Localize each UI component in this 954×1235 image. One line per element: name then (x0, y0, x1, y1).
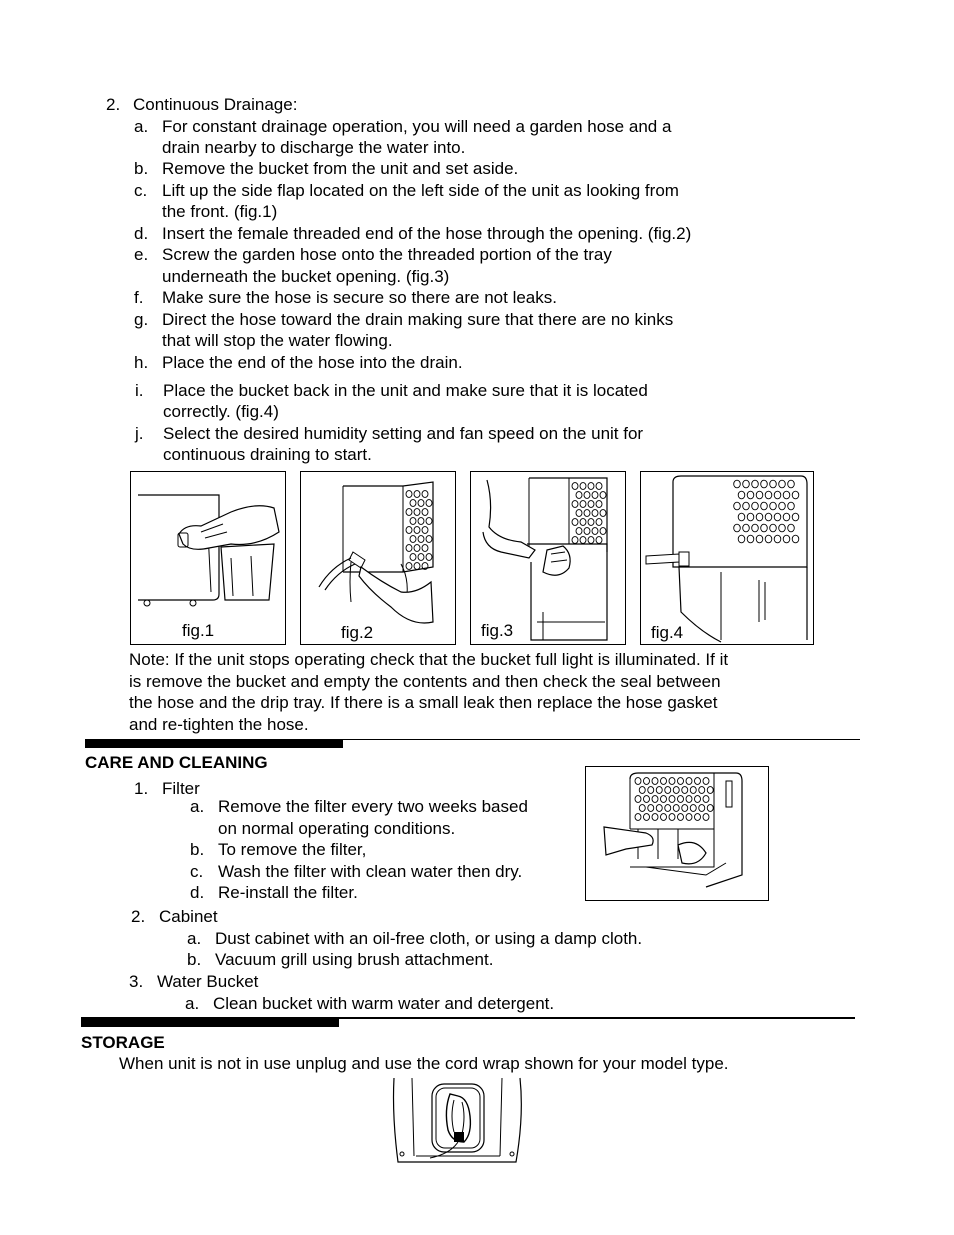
grill-hole (644, 796, 650, 803)
grill-hole (792, 513, 799, 521)
grill-hole (738, 491, 745, 499)
list-item-text: Lift up the side flap located on the left side of the unit as looking from (162, 181, 679, 200)
grill-hole (635, 796, 641, 803)
grill-hole (588, 483, 594, 490)
list-item-text: To remove the filter, (218, 840, 367, 859)
figure-caption: fig.2 (341, 623, 374, 642)
grill-hole (761, 524, 768, 532)
grill-hole (572, 537, 578, 544)
grill-hole (678, 796, 684, 803)
grill-hole (752, 524, 759, 532)
list-marker: c. (134, 181, 148, 200)
grill-hole (707, 787, 713, 794)
grill-hole (661, 778, 667, 785)
grill-hole (669, 796, 675, 803)
grill-hole (774, 491, 781, 499)
grill-hole (596, 483, 602, 490)
grill-hole (770, 502, 777, 510)
grill-hole (673, 805, 679, 812)
grill-hole (669, 814, 675, 821)
storage-text: When unit is not in use unplug and use the cord wrap shown for your model type. (119, 1054, 729, 1073)
grill-hole (406, 527, 412, 534)
grill-hole (788, 524, 795, 532)
list-item-text: Select the desired humidity setting and fan speed on the unit for (163, 424, 644, 443)
grill-hole (661, 814, 667, 821)
grill-hole (426, 536, 432, 543)
list-marker: i. (135, 381, 144, 400)
grill-hole (747, 491, 754, 499)
grill-hole (783, 535, 790, 543)
grill-hole (592, 492, 598, 499)
grill-hole (734, 502, 741, 510)
grill-hole (600, 492, 606, 499)
subsection-title: Cabinet (159, 907, 218, 926)
list-item-text: Vacuum grill using brush attachment. (215, 950, 494, 969)
list-number: 1. (134, 779, 149, 798)
grill-hole (418, 554, 424, 561)
grill-hole (779, 524, 786, 532)
grill-hole (580, 501, 586, 508)
list-item-text: Place the bucket back in the unit and make sure that it is located (163, 381, 648, 400)
grill-hole (682, 787, 688, 794)
list-item-text: Clean bucket with warm water and detergent. (213, 994, 555, 1013)
grill-hole (639, 805, 645, 812)
grill-hole (703, 796, 709, 803)
grill-hole (788, 502, 795, 510)
grill-hole (673, 787, 679, 794)
grill-hole (703, 778, 709, 785)
figure-1 (130, 471, 286, 645)
list-item-text: Remove the bucket from the unit and set aside. (162, 159, 519, 178)
note-line: Note: If the unit stops operating check that the bucket full light is illuminated. If it (129, 650, 729, 669)
grill-hole (770, 480, 777, 488)
grill-hole (686, 796, 692, 803)
grill-hole (588, 501, 594, 508)
grill-hole (635, 814, 641, 821)
list-marker: a. (185, 994, 200, 1013)
list-marker: d. (134, 224, 149, 243)
grill-hole (644, 814, 650, 821)
grill-hole (699, 787, 705, 794)
list-marker: c. (190, 862, 204, 881)
grill-hole (695, 778, 701, 785)
grill-hole (600, 528, 606, 535)
grill-hole (656, 787, 662, 794)
list-item-text: that will stop the water flowing. (162, 331, 393, 350)
list-number: 2. (131, 907, 146, 926)
grill-hole (656, 805, 662, 812)
grill-hole (761, 480, 768, 488)
list-marker: a. (190, 797, 205, 816)
storage-heading: STORAGE (81, 1033, 165, 1052)
grill-hole (774, 535, 781, 543)
grill-hole (765, 491, 772, 499)
grill-hole (592, 528, 598, 535)
list-item-text: Place the end of the hose into the drain. (162, 353, 463, 372)
grill-hole (752, 502, 759, 510)
list-item-text: Re-install the filter. (218, 883, 358, 902)
grill-hole (756, 491, 763, 499)
list-item-text: Dust cabinet with an oil-free cloth, or using a damp cloth. (215, 929, 643, 948)
grill-hole (410, 500, 416, 507)
list-item-text: Make sure the hose is secure so there are not leaks. (162, 288, 557, 307)
grill-hole (639, 787, 645, 794)
grill-hole (779, 480, 786, 488)
section-divider-bar (85, 740, 343, 748)
grill-hole (584, 528, 590, 535)
list-item-text: continuous draining to start. (163, 445, 372, 464)
grill-hole (600, 510, 606, 517)
grill-hole (792, 491, 799, 499)
grill-hole (592, 510, 598, 517)
grill-hole (572, 519, 578, 526)
grill-hole (418, 518, 424, 525)
figure-4 (640, 471, 814, 645)
grill-hole (747, 513, 754, 521)
list-number: 3. (129, 972, 144, 991)
grill-hole (414, 527, 420, 534)
grill-hole (406, 563, 412, 570)
grill-hole (414, 545, 420, 552)
grill-hole (743, 502, 750, 510)
list-item-text: Wash the filter with clean water then dry. (218, 862, 523, 881)
list-marker: a. (134, 117, 149, 136)
grill-hole (699, 805, 705, 812)
list-item-text: the front. (fig.1) (162, 202, 278, 221)
grill-hole (576, 510, 582, 517)
grill-hole (588, 537, 594, 544)
filter-figure (585, 766, 769, 901)
grill-hole (406, 545, 412, 552)
list-item-text: Direct the hose toward the drain making sure that there are no kinks (162, 310, 674, 329)
grill-hole (580, 519, 586, 526)
note-line: the hose and the drip tray. If there is a small leak then replace the hose gasket (129, 693, 718, 712)
grill-hole (648, 787, 654, 794)
grill-hole (426, 554, 432, 561)
grill-hole (422, 527, 428, 534)
grill-hole (765, 513, 772, 521)
cord-wrap-figure (390, 1076, 525, 1166)
grill-hole (652, 778, 658, 785)
list-item-text: Screw the garden hose onto the threaded portion of the tray (162, 245, 612, 264)
grill-hole (743, 480, 750, 488)
grill-hole (792, 535, 799, 543)
hose-screw-illustration (471, 472, 625, 644)
hose-insert-illustration (301, 472, 455, 644)
grill-hole (738, 513, 745, 521)
list-item-text: Remove the filter every two weeks based (218, 797, 528, 816)
grill-hole (652, 814, 658, 821)
grill-hole (414, 509, 420, 516)
figure-caption: fig.3 (481, 621, 514, 640)
grill-hole (588, 519, 594, 526)
grill-hole (734, 524, 741, 532)
grill-hole (584, 510, 590, 517)
grill-hole (596, 501, 602, 508)
figure-2 (300, 471, 456, 645)
grill-hole (410, 536, 416, 543)
grill-hole (410, 554, 416, 561)
grill-hole (682, 805, 688, 812)
grill-hole (580, 537, 586, 544)
grill-hole (695, 814, 701, 821)
grill-hole (665, 805, 671, 812)
list-item-text: on normal operating conditions. (218, 819, 456, 838)
grill-hole (703, 814, 709, 821)
grill-hole (707, 805, 713, 812)
list-item-text: Insert the female threaded end of the hose through the opening. (fig.2) (162, 224, 692, 243)
grill-hole (426, 518, 432, 525)
grill-hole (410, 518, 416, 525)
grill-hole (661, 796, 667, 803)
list-marker: b. (187, 950, 202, 969)
grill-hole (734, 480, 741, 488)
grill-hole (652, 796, 658, 803)
list-marker: d. (190, 883, 205, 902)
grill-hole (426, 500, 432, 507)
grill-hole (690, 787, 696, 794)
grill-hole (770, 524, 777, 532)
grill-hole (576, 528, 582, 535)
grill-hole (596, 519, 602, 526)
list-item-text: For constant drainage operation, you will need a garden hose and a (162, 117, 672, 136)
figure-caption: fig.1 (182, 621, 215, 640)
cord-wrap-illustration (390, 1076, 525, 1166)
grill-hole (678, 814, 684, 821)
list-marker: f. (134, 288, 144, 307)
list-number: 2. (106, 95, 121, 114)
grill-hole (695, 796, 701, 803)
list-marker: h. (134, 353, 149, 372)
list-marker: b. (190, 840, 205, 859)
grill-hole (686, 778, 692, 785)
grill-hole (418, 500, 424, 507)
grill-hole (596, 537, 602, 544)
grill-hole (572, 483, 578, 490)
grill-hole (406, 509, 412, 516)
grill-hole (422, 509, 428, 516)
grill-hole (783, 491, 790, 499)
grill-hole (572, 501, 578, 508)
grill-hole (422, 545, 428, 552)
grill-hole (779, 502, 786, 510)
grill-hole (761, 502, 768, 510)
section-title: Continuous Drainage: (133, 95, 298, 114)
figure-caption: fig.4 (651, 623, 684, 642)
grill-hole (756, 513, 763, 521)
list-marker: a. (187, 929, 202, 948)
grill-hole (738, 535, 745, 543)
grill-hole (686, 814, 692, 821)
care-heading: CARE AND CLEANING (85, 753, 268, 772)
grill-hole (743, 524, 750, 532)
grill-hole (406, 491, 412, 498)
grill-hole (576, 492, 582, 499)
grill-hole (752, 480, 759, 488)
list-item-text: drain nearby to discharge the water into. (162, 138, 466, 157)
grill-hole (665, 787, 671, 794)
list-marker: j. (135, 424, 144, 443)
note-line: and re-tighten the hose. (129, 715, 309, 734)
subsection-title: Water Bucket (157, 972, 259, 991)
grill-hole (788, 480, 795, 488)
filter-removal-illustration (586, 767, 768, 900)
grill-hole (765, 535, 772, 543)
grill-hole (783, 513, 790, 521)
grill-hole (648, 805, 654, 812)
grill-hole (774, 513, 781, 521)
grill-hole (414, 563, 420, 570)
section-divider-bar (81, 1019, 339, 1027)
list-item-text: underneath the bucket opening. (fig.3) (162, 267, 450, 286)
figure-3 (470, 471, 626, 645)
grill-hole (644, 778, 650, 785)
grill-hole (580, 483, 586, 490)
grill-hole (635, 778, 641, 785)
grill-hole (747, 535, 754, 543)
subsection-title: Filter (162, 779, 200, 798)
grill-hole (678, 778, 684, 785)
bucket-replaced-illustration (641, 472, 813, 644)
grill-hole (422, 491, 428, 498)
list-marker: g. (134, 310, 149, 329)
grill-hole (756, 535, 763, 543)
grill-hole (414, 491, 420, 498)
list-marker: e. (134, 245, 149, 264)
grill-hole (418, 536, 424, 543)
list-marker: b. (134, 159, 149, 178)
side-flap-illustration (131, 472, 285, 644)
note-line: is remove the bucket and empty the contents and then check the seal between (129, 672, 721, 691)
list-item-text: correctly. (fig.4) (163, 402, 279, 421)
grill-hole (669, 778, 675, 785)
grill-hole (690, 805, 696, 812)
grill-hole (584, 492, 590, 499)
